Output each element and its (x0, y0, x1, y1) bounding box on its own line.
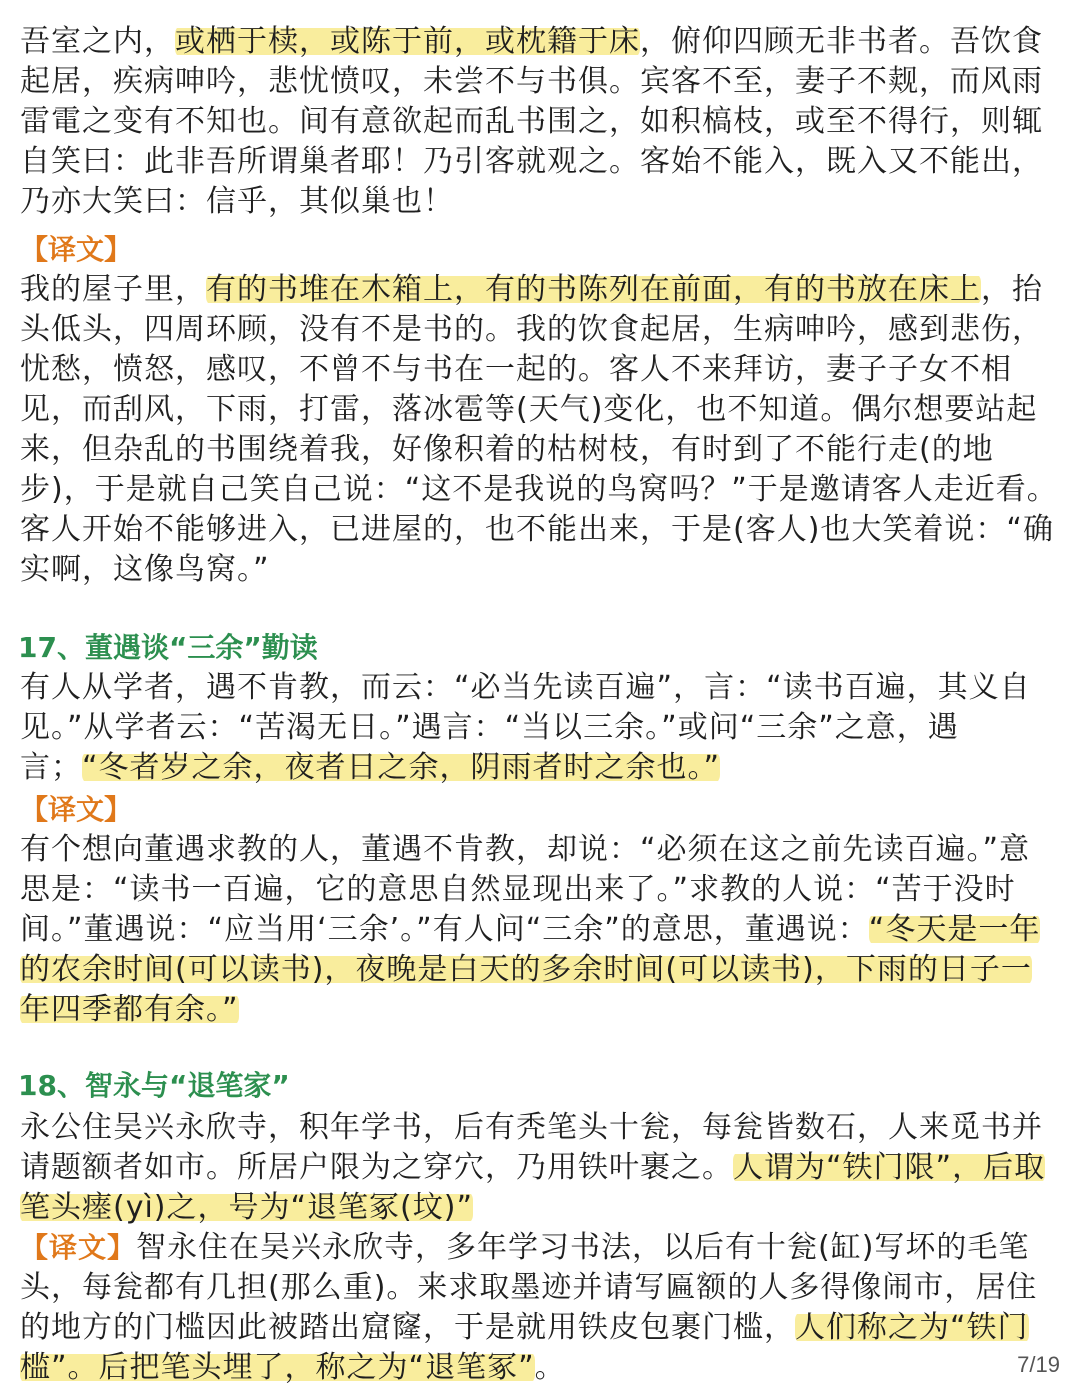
original-text-17 (20, 668, 1060, 788)
translation-text-17 (20, 830, 1060, 1030)
highlighted-text: 人们称之为“铁门槛”。后把笔头埋了，称之为“退笔冢” (20, 1310, 1029, 1385)
page-number: 7/19 (1017, 1352, 1060, 1377)
translation-text-18 (20, 1228, 1060, 1388)
translation-tag: 【译文】 (20, 1231, 137, 1264)
original-text-16 (20, 22, 1060, 222)
highlighted-text: “冬天是一年的农余时间(可以读书)，夜晚是白天的多余时间(可以读书)，下雨的日子一年四季都有余。” (20, 912, 1041, 1027)
text-span: 智永住在吴兴永欣寺，多年学习书法，以后有十瓮(缸)写坏的毛笔头，每瓮都有几担(那么重)。来求取墨迹并请写匾额的人多得像闹市，居住的地方的门槛因此被踏出窟窿，于是就用铁皮包裹门槛， (20, 1230, 1038, 1345)
highlighted-text: 人谓为“铁门限”，后取笔头瘗(yì)之，号为“退笔冢(坟)” (20, 1150, 1046, 1225)
text-span: 吾室之内， (20, 24, 175, 59)
text-span: 我的屋子里， (20, 272, 206, 307)
translation-block-17 (20, 790, 1060, 1030)
text-span: ，抬头低头，四周环顾，没有不是书的。我的饮食起居，生病呻吟，感到悲伤，忧愁，愤怒，感叹，不曾不与书在一起的。客人不来拜访，妻子子女不相见，而刮风，下雨，打雷，落冰雹等(天气)变化，也不知道。偶尔想要站起来，但杂乱的书围绕着我，好像积着的枯树枝，有时到了不能行走(的地步)，于是就自己笑自己说：“这不是我说的鸟窝吗？”于是邀请客人走近看。客人开始不能够进入，已进屋的，也不能出来，于是(客人)也大笑着说：“确实啊，这像鸟窝。” (20, 272, 1058, 587)
translation-tag: 【译文】 (20, 793, 133, 826)
text-span: 。 (534, 1350, 566, 1385)
highlighted-text: 或栖于椟，或陈于前，或枕籍于床 (175, 24, 640, 59)
text-span: 有个想向董遇求教的人，董遇不肯教，却说：“必须在这之前先读百遍。”意思是：“读书一百遍，它的意思自然显现出来了。”求教的人说：“苦于没时间。”董遇说：“应当用‘三余’。”有人问“三余”的意思，董遇说： (20, 832, 1031, 947)
section-heading-17: 17、董遇谈“三余”勤读 (18, 631, 318, 664)
translation-tag: 【译文】 (20, 233, 133, 266)
section-heading-18: 18、智永与“退笔家” (18, 1069, 290, 1102)
original-text-18 (20, 1108, 1060, 1228)
text-span: ，俯仰四顾无非书者。吾饮食起居，疾病呻吟，悲忧愤叹，未尝不与书俱。宾客不至，妻子不觌，而风雨雷電之变有不知也。间有意欲起而乱书围之，如积槁枝，或至不得行，则辄自笑曰：此非吾所谓巢者耶！乃引客就观之。客始不能入，既入又不能出，乃亦大笑曰：信乎，其似巢也！ (20, 24, 1043, 219)
highlighted-text: “冬者岁之余，夜者日之余，阴雨者时之余也。” (82, 750, 721, 785)
translation-text-16 (20, 270, 1060, 590)
text-span: 永公住吴兴永欣寺，积年学书，后有秃笔头十瓮，每瓮皆数石，人来觅书并请题额者如市。所居户限为之穿穴，乃用铁叶裹之。 (20, 1110, 1043, 1185)
text-span: 有人从学者，遇不肯教，而云：“必当先读百遍”，言：“读书百遍，其义自见。”从学者云：“苦渴无日。”遇言：“当以三余。”或问“三余”之意，遇言； (20, 670, 1031, 785)
highlighted-text: 有的书堆在木箱上，有的书陈列在前面，有的书放在床上 (206, 272, 981, 307)
translation-block-16 (20, 230, 1060, 590)
